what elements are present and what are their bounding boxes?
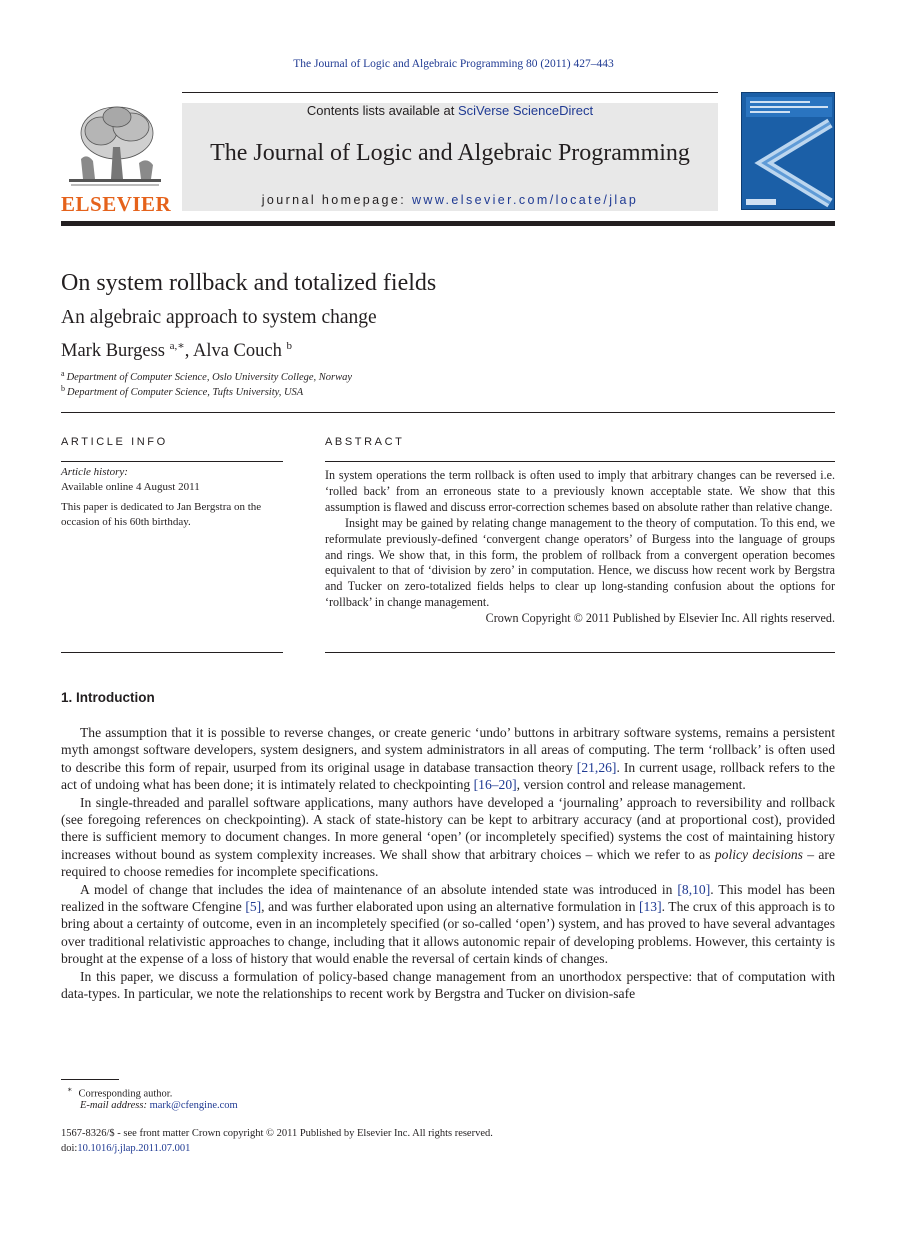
citation-link[interactable]: [21,26] [576, 759, 617, 775]
citation-link[interactable]: [5] [245, 899, 262, 915]
author-affiliation-mark[interactable]: b [286, 340, 292, 352]
affiliation-text: Department of Computer Science, Oslo University College, Norway [66, 372, 353, 383]
author-name[interactable]: Mark Burgess [61, 341, 165, 361]
abstract-heading: ABSTRACT [325, 436, 405, 448]
issn-line: 1567-8326/$ - see front matter Crown copyright © 2011 Published by Elsevier Inc. All rights reserved. [61, 1128, 493, 1139]
paragraph-text: In single-threaded and parallel software applications, many authors have developed a ‘journaling’ approach to reversibility and rollback (see foregoing references on checkpointing). A stack of state-history can be kept to arbitrary accuracy (and at proportional cost), provided there is sufficient memory to document changes. In more general ‘open’ (or incompletely specified) systems the cost of maintaining history increases without bound as system complexity increases. We shall show that arbitrary choices – which we refer to as [61, 794, 835, 862]
email-link[interactable]: mark@cfengine.com [149, 1100, 238, 1111]
paragraph-text: In this paper, we discuss a formulation of policy-based change management from an unorthodox perspective: that of computation with data-types. In particular, we note the relationships to recent work by Bergstra and Tucker on division-safe [61, 968, 835, 1002]
footnote-mark: ∗ [67, 1085, 73, 1094]
citation-link[interactable]: [13] [638, 899, 662, 915]
article-history-label: Article history: [61, 466, 128, 478]
emphasis-text: policy decisions [714, 846, 803, 862]
body-paragraph [61, 724, 835, 794]
contents-prefix: Contents lists available at [306, 103, 458, 118]
abstract-copyright: Crown Copyright © 2011 Published by Elsevier Inc. All rights reserved. [485, 611, 835, 626]
header-rule [61, 221, 835, 226]
paragraph-text: The assumption that it is possible to reverse changes, or create generic ‘undo’ buttons in arbitrary software systems, remains a persistent myth amongst software developers, system designers, and system administrators in all areas of computing. The term ‘rollback’ is often used to describe this form of repair, usurped from its original usage in database transaction theory [61, 725, 835, 775]
email-label: E-mail address: [80, 1100, 150, 1111]
abstract-paragraph: Insight may be gained by relating change management to the theory of computation. To this end, we reformulate previously-defined ‘convergent change operators’ of Burgess into the language of groups and rings. We show that, in this form, the problem of rollback from a convergent operation becomes equivalent to that of ‘division by zero’ in computation. Hence, we discuss how recent work by Bergstra and Tucker on zero-totalized fields helps to clear up long-standing confusion about the options for ‘rollback’ in change management. [325, 515, 835, 610]
body-paragraph [61, 968, 835, 1003]
journal-cover-icon [742, 93, 835, 210]
article-title: On system rollback and totalized fields [61, 270, 437, 296]
homepage-prefix: journal homepage: [261, 193, 412, 207]
abstract-rule [325, 461, 835, 462]
title-divider [61, 412, 835, 413]
author-list [61, 339, 292, 362]
citation-link[interactable]: [16–20] [473, 777, 517, 793]
corresponding-author-note [67, 1085, 172, 1100]
article-info-rule [61, 461, 283, 462]
abstract-paragraph: In system operations the term rollback is often used to imply that arbitrary changes can be reversed i.e. ‘rolled back’ from an erroneous state to a previously known acceptable state. We show that this assumption is flawed and discuss error-correction schemes based on absolute rather than relative change. [325, 468, 835, 514]
author-name[interactable]: Alva Couch [192, 341, 282, 361]
author-separator: , [184, 341, 193, 361]
footnote-text: Corresponding author. [78, 1088, 173, 1100]
sciencedirect-link[interactable]: SciVerse ScienceDirect [457, 103, 594, 118]
affiliation [61, 369, 352, 383]
contents-availability [182, 103, 718, 118]
body-paragraph [61, 881, 835, 968]
journal-title: The Journal of Logic and Algebraic Programming [210, 140, 690, 166]
dedication-note: This paper is dedicated to Jan Bergstra on the occasion of his 60th birthday. [61, 501, 262, 528]
article-info-heading: ARTICLE INFO [61, 436, 168, 448]
article-info-bottom-rule [61, 652, 283, 653]
paragraph-text: , version control and release management. [516, 777, 746, 793]
email-note [80, 1100, 238, 1111]
section-heading: 1. Introduction [61, 690, 155, 705]
paragraph-text: A model of change that includes the idea of maintenance of an absolute intended state was introduced in [80, 881, 678, 897]
masthead-top-rule [182, 92, 718, 93]
elsevier-tree-icon [61, 103, 169, 191]
article-subtitle: An algebraic approach to system change [61, 307, 377, 328]
journal-homepage [182, 193, 718, 207]
homepage-link[interactable]: www.elsevier.com/locate/jlap [411, 193, 639, 207]
abstract-bottom-rule [325, 652, 835, 653]
article-history-value: Available online 4 August 2011 [61, 481, 200, 493]
doi-link[interactable]: 10.1016/j.jlap.2011.07.001 [77, 1143, 191, 1154]
affiliation-text: Department of Computer Science, Tufts University, USA [67, 387, 304, 398]
journal-cover[interactable] [741, 92, 835, 210]
footnote-rule [61, 1079, 119, 1080]
doi-line [61, 1143, 190, 1154]
elsevier-wordmark: ELSEVIER [61, 192, 172, 216]
citation-link[interactable]: [8,10] [677, 881, 711, 897]
body-text [61, 724, 835, 1003]
author-affiliation-mark[interactable]: a,∗ [169, 340, 185, 352]
abstract-body [325, 468, 835, 627]
paragraph-text: – are required to choose remedies for incomplete specifications. [61, 846, 835, 880]
publisher-logo[interactable] [61, 103, 172, 216]
affiliation-mark: a [61, 369, 65, 378]
affiliation [61, 384, 303, 398]
affiliation-mark: b [61, 384, 65, 393]
paragraph-text: . In current usage, rollback refers to the act of undoing what has been done; it is intimately related to checkpointing [61, 759, 835, 793]
journal-citation[interactable]: The Journal of Logic and Algebraic Programming 80 (2011) 427–443 [293, 58, 614, 70]
paragraph-text: . The crux of this approach is to bring about a certainty of outcome, even in an incompletely specified (or so-called ‘open’) system, and has proved to have several advantages over traditional relativistic approaches to change, including that it allows autonomic repair of developing problems. However, this certainty is brought at the expense of a loss of history that would enable the reversal of certain kinds of changes. [61, 899, 835, 967]
body-paragraph [61, 794, 835, 881]
paragraph-text: . This model has been realized in the software Cfengine [61, 881, 835, 915]
doi-label: doi: [61, 1143, 78, 1154]
paragraph-text: , and was further elaborated upon using an alternative formulation in [261, 899, 639, 915]
